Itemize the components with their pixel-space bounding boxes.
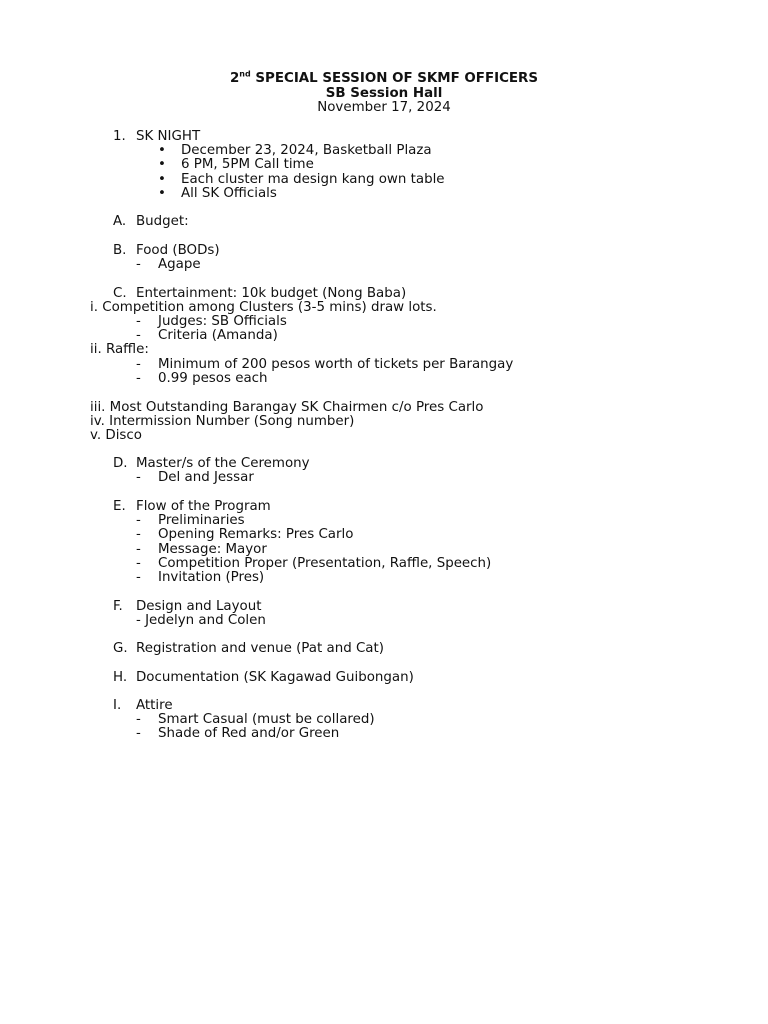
bullet-glyph: • bbox=[158, 143, 166, 158]
bullet-glyph: • bbox=[158, 186, 166, 201]
list-item: - Jedelyn and Colen bbox=[136, 613, 266, 628]
subsection-i: i. Competition among Clusters (3-5 mins) draw lots. bbox=[90, 300, 437, 315]
section-g-marker: G. bbox=[113, 641, 128, 656]
list-item: Minimum of 200 pesos worth of tickets per Barangay bbox=[158, 357, 514, 372]
section-f-label: Design and Layout bbox=[136, 599, 262, 614]
list-item: Agape bbox=[158, 257, 201, 272]
document-title bbox=[0, 71, 768, 86]
bullet-glyph: • bbox=[158, 157, 166, 172]
section-g-label: Registration and venue (Pat and Cat) bbox=[136, 641, 384, 656]
section-c-marker: C. bbox=[113, 286, 127, 301]
subsection-v: v. Disco bbox=[90, 428, 142, 443]
title-number: 2 bbox=[229, 71, 240, 86]
list-item: Judges: SB Officials bbox=[158, 314, 287, 329]
list-item: Opening Remarks: Pres Carlo bbox=[158, 527, 354, 542]
section-1-marker: 1. bbox=[113, 129, 126, 144]
dash-glyph: - bbox=[136, 712, 141, 727]
dash-glyph: - bbox=[136, 357, 141, 372]
dash-glyph: - bbox=[136, 257, 141, 272]
section-i-marker: I. bbox=[113, 698, 122, 713]
section-a-label: Budget: bbox=[136, 214, 189, 229]
dash-glyph: - bbox=[136, 570, 141, 585]
list-item: Shade of Red and/or Green bbox=[158, 726, 340, 741]
section-1-label: SK NIGHT bbox=[136, 129, 201, 144]
section-f-marker: F. bbox=[113, 599, 123, 614]
section-e-label: Flow of the Program bbox=[136, 499, 271, 514]
list-item: 0.99 pesos each bbox=[158, 371, 268, 386]
list-item: Invitation (Pres) bbox=[158, 570, 265, 585]
section-e-marker: E. bbox=[113, 499, 126, 514]
section-h-marker: H. bbox=[113, 670, 128, 685]
bullet-item: Each cluster ma design kang own table bbox=[181, 172, 445, 187]
title-text: SPECIAL SESSION OF SKMF OFFICERS bbox=[250, 71, 539, 86]
dash-glyph: - bbox=[136, 556, 141, 571]
section-b-label: Food (BODs) bbox=[136, 243, 220, 258]
dash-glyph: - bbox=[136, 314, 141, 329]
list-item: Message: Mayor bbox=[158, 542, 267, 557]
list-item: Criteria (Amanda) bbox=[158, 328, 278, 343]
dash-glyph: - bbox=[136, 470, 141, 485]
dash-glyph: - bbox=[136, 371, 141, 386]
dash-glyph: - bbox=[136, 542, 141, 557]
bullet-item: December 23, 2024, Basketball Plaza bbox=[181, 143, 432, 158]
bullet-item: 6 PM, 5PM Call time bbox=[181, 157, 314, 172]
dash-glyph: - bbox=[136, 527, 141, 542]
list-item: Preliminaries bbox=[158, 513, 245, 528]
title-ordinal-suffix: nd bbox=[239, 69, 251, 79]
list-item: Competition Proper (Presentation, Raffle, Speech) bbox=[158, 556, 492, 571]
section-i-label: Attire bbox=[136, 698, 173, 713]
section-a-marker: A. bbox=[113, 214, 127, 229]
section-d-marker: D. bbox=[113, 456, 128, 471]
venue-heading: SB Session Hall bbox=[325, 86, 443, 101]
subsection-iii: iii. Most Outstanding Barangay SK Chairmen c/o Pres Carlo bbox=[90, 400, 484, 415]
list-item: Del and Jessar bbox=[158, 470, 254, 485]
dash-glyph: - bbox=[136, 726, 141, 741]
bullet-glyph: • bbox=[158, 172, 166, 187]
list-item: Smart Casual (must be collared) bbox=[158, 712, 375, 727]
section-b-marker: B. bbox=[113, 243, 127, 258]
section-d-label: Master/s of the Ceremony bbox=[136, 456, 310, 471]
subsection-ii: ii. Raffle: bbox=[90, 342, 149, 357]
bullet-item: All SK Officials bbox=[181, 186, 277, 201]
section-h-label: Documentation (SK Kagawad Guibongan) bbox=[136, 670, 414, 685]
section-c-label: Entertainment: 10k budget (Nong Baba) bbox=[136, 286, 407, 301]
dash-glyph: - bbox=[136, 513, 141, 528]
dash-glyph: - bbox=[136, 328, 141, 343]
date-heading: November 17, 2024 bbox=[317, 100, 451, 115]
subsection-iv: iv. Intermission Number (Song number) bbox=[90, 414, 355, 429]
